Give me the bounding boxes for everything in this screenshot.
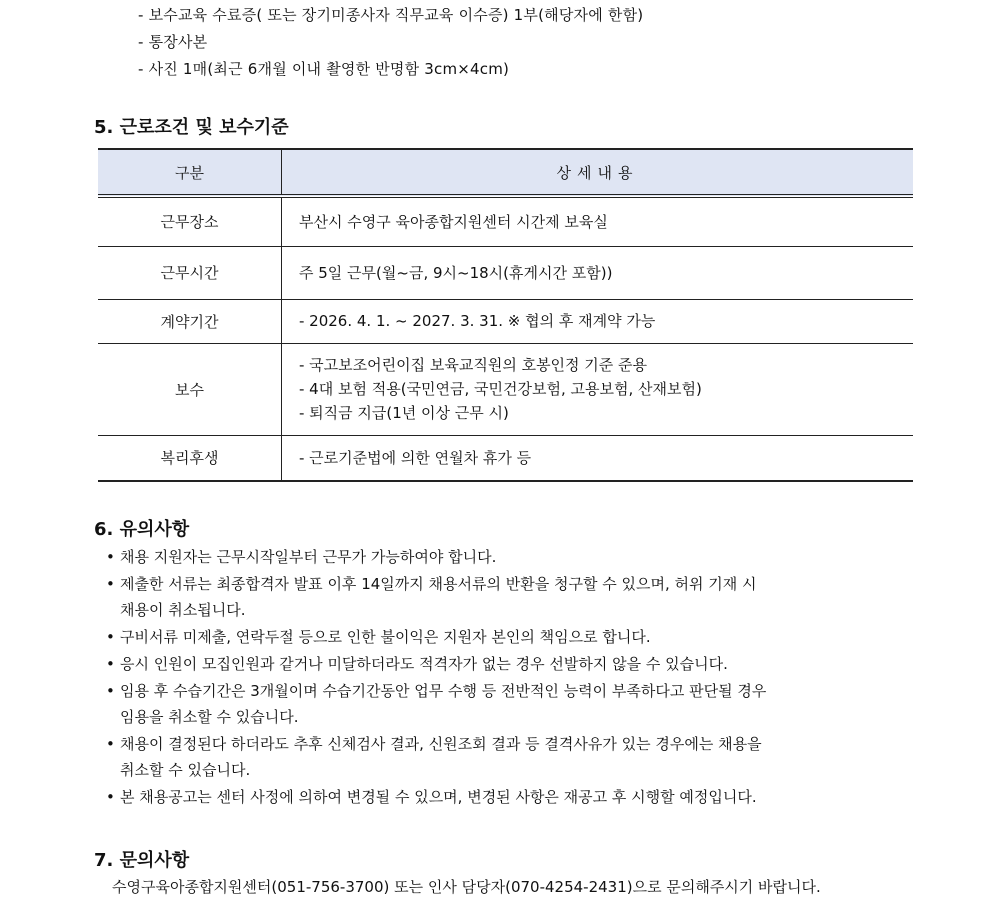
row-label: 계약기간 bbox=[98, 299, 282, 343]
table-row bbox=[98, 246, 913, 299]
row-detail: - 근로기준법에 의한 연월차 휴가 등 bbox=[299, 448, 532, 467]
table-row bbox=[98, 435, 913, 481]
row-label: 복리후생 bbox=[98, 435, 282, 481]
table-header-category: 구분 bbox=[98, 149, 282, 196]
row-label: 보수 bbox=[98, 343, 282, 435]
row-label: 근무시간 bbox=[98, 246, 282, 299]
list-item: • 본 채용공고는 센터 사정에 의하여 변경될 수 있으며, 변경된 사항은 재공고 후 시행할 예정입니다. bbox=[106, 784, 906, 810]
list-item: • 채용 지원자는 근무시작일부터 근무가 가능하여야 합니다. bbox=[106, 544, 906, 570]
bullet-icon: • bbox=[106, 628, 115, 646]
list-item: • 구비서류 미제출, 연락두절 등으로 인한 불이익은 지원자 본인의 책임으로 합니다. bbox=[106, 624, 906, 650]
section-heading-6: 6. 유의사항 bbox=[94, 519, 190, 540]
row-detail: - 2026. 4. 1. ~ 2027. 3. 31. ※ 협의 후 재계약 가능 bbox=[299, 312, 656, 330]
list-item: • 임용 후 수습기간은 3개월이며 수습기간동안 업무 수행 등 전반적인 능력이 부족하다고 판단될 경우 임용을 취소할 수 있습니다. bbox=[106, 678, 906, 730]
list-item: - 통장사본 bbox=[138, 33, 208, 51]
table-row bbox=[98, 196, 913, 246]
bullet-icon: • bbox=[106, 682, 115, 700]
list-item: • 채용이 결정된다 하더라도 추후 신체검사 결과, 신원조회 결과 등 결격사유가 있는 경우에는 채용을 취소할 수 있습니다. bbox=[106, 731, 906, 783]
list-item: • 응시 인원이 모집인원과 같거나 미달하더라도 적격자가 없는 경우 선발하지 않을 수 있습니다. bbox=[106, 651, 906, 677]
bullet-icon: • bbox=[106, 655, 115, 673]
table-row bbox=[98, 343, 913, 435]
bullet-icon: • bbox=[106, 788, 115, 806]
row-label: 근무장소 bbox=[98, 196, 282, 246]
contact-info: 수영구육아종합지원센터(051-756-3700) 또는 인사 담당자(070-4254-2431)으로 문의해주시기 바랍니다. bbox=[112, 878, 821, 896]
bullet-icon: • bbox=[106, 548, 115, 566]
row-detail: 부산시 수영구 육아종합지원센터 시간제 보육실 bbox=[299, 212, 608, 231]
list-item: - 사진 1매(최근 6개월 이내 촬영한 반명함 3cm×4cm) bbox=[138, 60, 510, 78]
row-detail: - 퇴직금 지급(1년 이상 근무 시) bbox=[299, 404, 509, 422]
bullet-icon: • bbox=[106, 735, 115, 753]
conditions-table bbox=[98, 148, 913, 482]
bullet-icon: • bbox=[106, 575, 115, 593]
section-heading-7: 7. 문의사항 bbox=[94, 850, 190, 871]
list-item: - 보수교육 수료증( 또는 장기미종사자 직무교육 이수증) 1부(해당자에 한함) bbox=[138, 6, 644, 24]
section-heading-5: 5. 근로조건 및 보수기준 bbox=[94, 117, 289, 138]
row-detail: - 4대 보험 적용(국민연금, 국민건강보험, 고용보험, 산재보험) bbox=[299, 380, 702, 398]
table-row bbox=[98, 299, 913, 343]
list-item: • 제출한 서류는 최종합격자 발표 이후 14일까지 채용서류의 반환을 청구할 수 있으며, 허위 기재 시 채용이 취소됩니다. bbox=[106, 571, 906, 623]
table-header-details: 상세내용 bbox=[282, 149, 914, 196]
row-detail: - 국고보조어린이집 보육교직원의 호봉인정 기준 준용 bbox=[299, 356, 648, 374]
row-detail: 주 5일 근무(월~금, 9시~18시(휴게시간 포함)) bbox=[299, 263, 613, 282]
